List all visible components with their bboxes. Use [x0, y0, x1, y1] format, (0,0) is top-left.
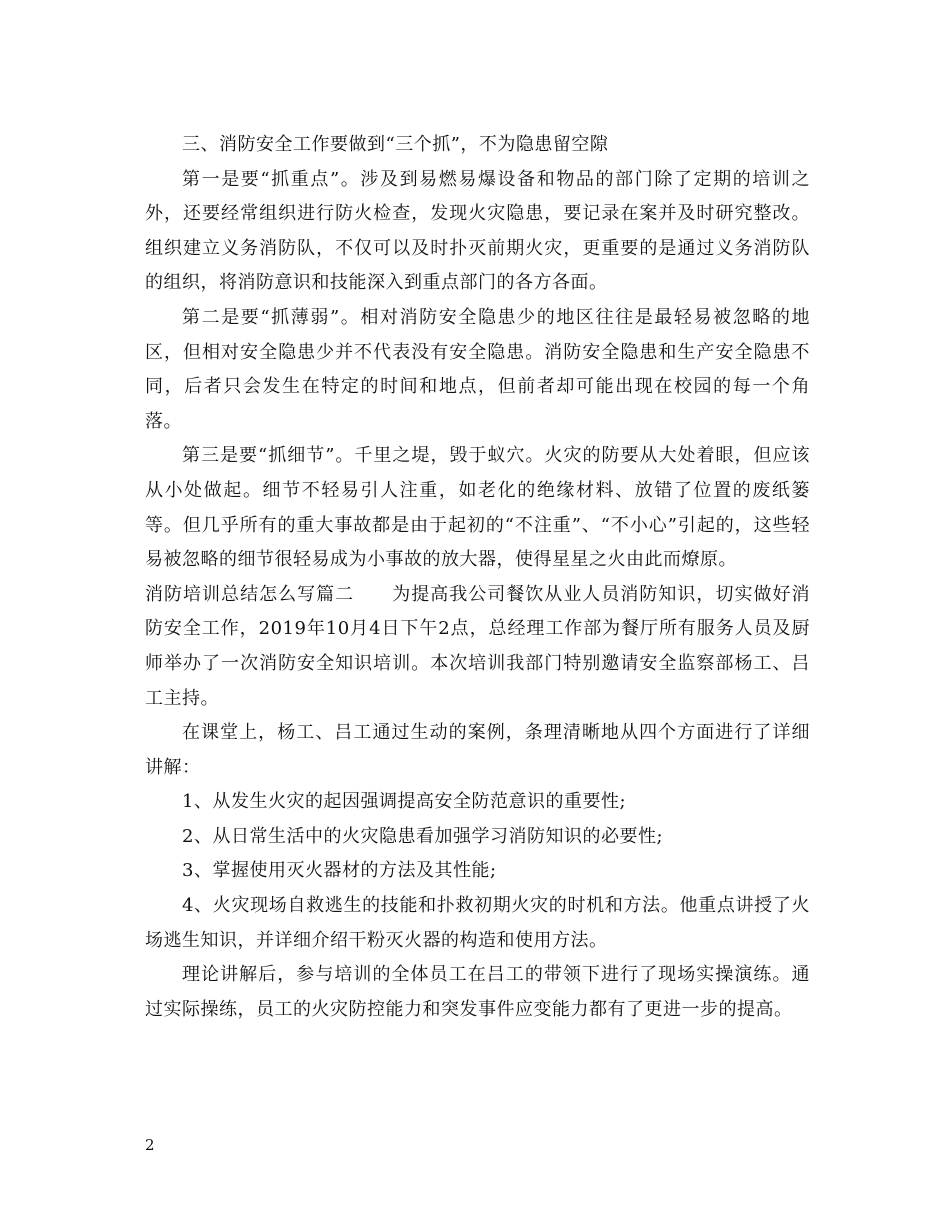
list-item-1: 1、从发生火灾的起因强调提高安全防范意识的重要性;: [182, 791, 627, 813]
paragraph-focus-weak-areas: 第二是要“抓薄弱”。相对消防安全隐患少的地区往往是最轻易被忽略的地区，但相对安全隐患少并不代表没有安全隐患。消防安全隐患和生产安全隐患不同，后者只会发生在特定的时间和地点，但前者却可能出现在校园的每一个角落。: [145, 306, 810, 432]
list-item-2: 2、从日常生活中的火灾隐患看加强学习消防知识的必要性;: [182, 825, 664, 847]
page-number: 2: [145, 1136, 155, 1154]
paragraph-focus-key-points: 第一是要“抓重点”。涉及到易燃易爆设备和物品的部门除了定期的培训之外，还要经常组织进行防火检查，发现火灾隐患，要记录在案并及时研究整改。组织建立义务消防队，不仅可以及时扑灭前期火灾，更重要的是通过义务消防队的组织，将消防意识和技能深入到重点部门的各方各面。: [145, 168, 810, 294]
document-body: [145, 128, 810, 1027]
paragraph-class-overview: 在课堂上，杨工、吕工通过生动的案例，条理清晰地从四个方面进行了详细讲解：: [145, 722, 810, 778]
list-item-3: 3、掌握使用灭火器材的方法及其性能;: [182, 860, 497, 882]
paragraph-focus-details: 第三是要“抓细节”。千里之堤，毁于蚁穴。火灾的防要从大处着眼，但应该从小处做起。细节不轻易引人注重，如老化的绝缘材料、放错了位置的废纸篓等。但几乎所有的重大事故都是由于起初的“不注重”、“不小心”引起的，这些轻易被忽略的细节很轻易成为小事故的放大器，使得星星之火由此而燎原。: [145, 445, 810, 571]
paragraph-drill-summary: 理论讲解后，参与培训的全体员工在吕工的带领下进行了现场实操演练。通过实际操练，员工的火灾防控能力和突发事件应变能力都有了更进一步的提高。: [145, 964, 810, 1020]
paragraph-article-two-intro: 消防培训总结怎么写篇二 为提高我公司餐饮从业人员消防知识，切实做好消防安全工作，2019年10月4日下午2点，总经理工作部为餐厅所有服务人员及厨师举办了一次消防安全知识培训。本次培训我部门特别邀请安全监察部杨工、吕工主持。: [145, 583, 810, 709]
section-heading: 三、消防安全工作要做到“三个抓”，不为隐患留空隙: [182, 134, 609, 155]
list-item-4: 4、火灾现场自救逃生的技能和扑救初期火灾的时机和方法。他重点讲授了火场逃生知识，并详细介绍干粉灭火器的构造和使用方法。: [145, 895, 810, 951]
